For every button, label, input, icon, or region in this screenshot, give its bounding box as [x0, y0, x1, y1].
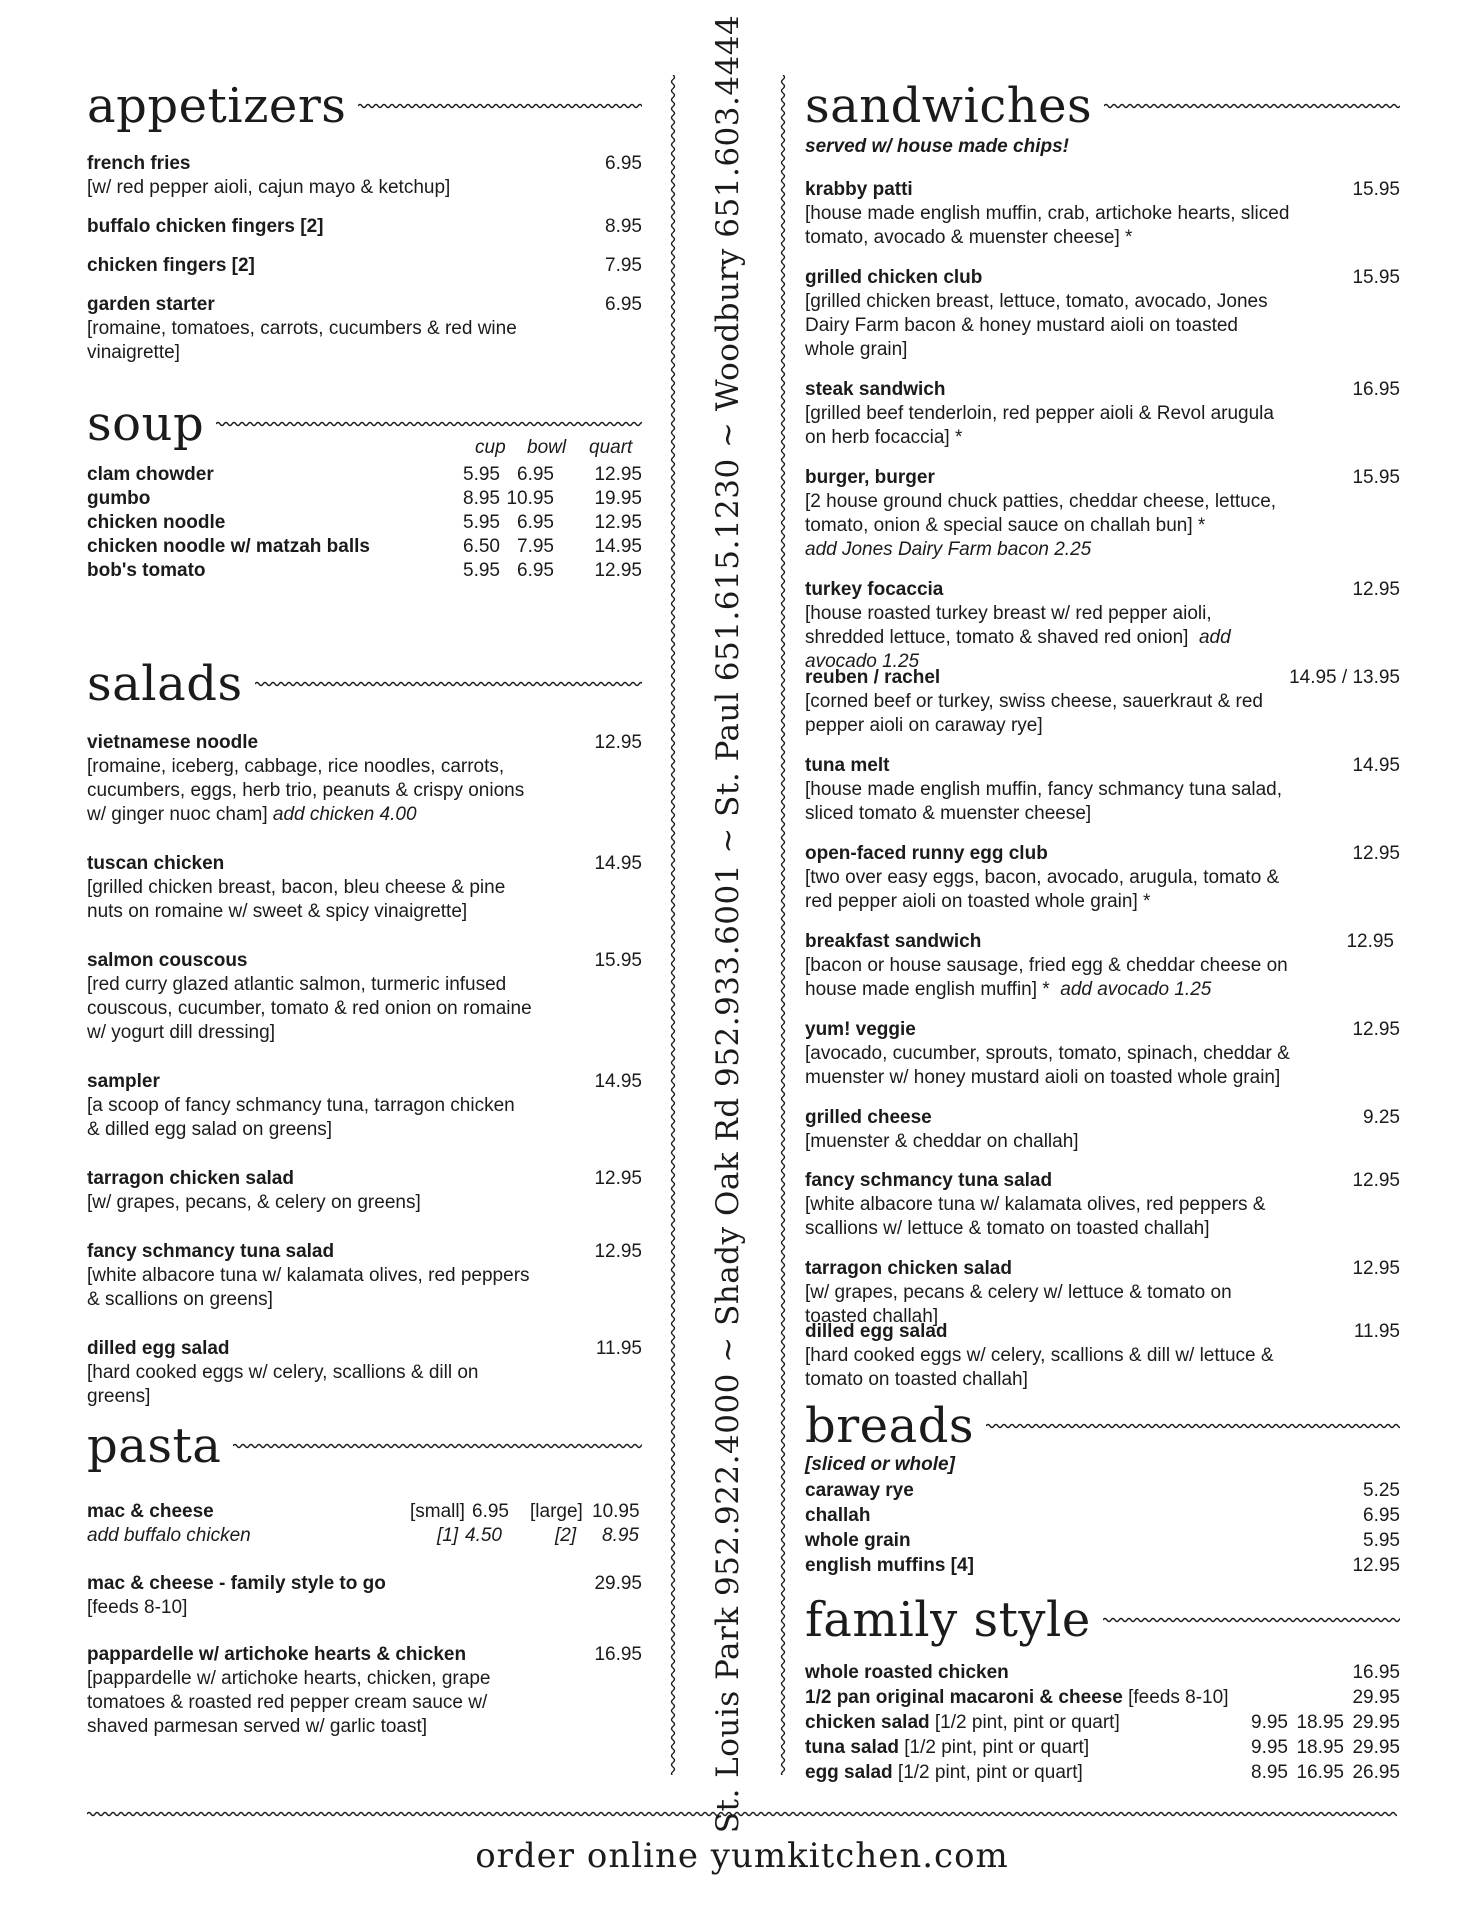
item-name: 1/2 pan original macaroni & cheese [805, 1687, 1123, 1708]
soup-name: gumbo [87, 488, 151, 509]
item-price: 11.95 [595, 1338, 642, 1359]
item-name: garden starter [87, 294, 215, 315]
half-pint-price: 9.95 [1251, 1712, 1288, 1733]
cup-header: cup [475, 437, 506, 458]
item-price: 14.95 [1352, 755, 1400, 776]
item-price: 6.95 [605, 294, 642, 315]
item-name: caraway rye [805, 1480, 914, 1501]
item-name: steak sandwich [805, 379, 946, 400]
soup-table [87, 437, 642, 583]
bowl-header: bowl [527, 437, 567, 458]
item-description: [white albacore tuna w/ kalamata olives, red peppers & scallions on greens] [87, 1265, 530, 1310]
section-title: family style [805, 1592, 1091, 1648]
menu-item [87, 152, 642, 200]
item-description: [romaine, tomatoes, carrots, cucumbers & red wine vinaigrette] [87, 318, 517, 363]
wave-divider [986, 1420, 1400, 1432]
item-price: 12.95 [594, 732, 642, 753]
section-title: salads [87, 656, 243, 712]
quart-price: 19.95 [594, 488, 642, 509]
item-description: [1/2 pint, pint or quart] [929, 1712, 1120, 1733]
small-label: [small] [410, 1501, 465, 1522]
item-name: mac & cheese - family style to go [87, 1573, 386, 1594]
quart-price: 12.95 [594, 512, 642, 533]
half-pint-price: 8.95 [1251, 1762, 1288, 1783]
item-name: tarragon chicken salad [805, 1258, 1012, 1279]
menu-item [87, 293, 642, 365]
section-title: soup [87, 396, 205, 452]
item-name: burger, burger [805, 467, 935, 488]
item-addon: add chicken 4.00 [272, 804, 417, 825]
item-addon: add avocado 1.25 [1060, 979, 1212, 1000]
family-style-section [805, 1592, 1400, 1785]
menu-item [87, 1070, 642, 1142]
family-item [805, 1735, 1400, 1760]
item-description: [two over easy eggs, bacon, avocado, arugula, tomato & red pepper aioli on toasted whole grain] * [805, 867, 1280, 912]
item-name: breakfast sandwich [805, 931, 982, 952]
wave-line [216, 423, 642, 426]
item-description: [corned beef or turkey, swiss cheese, sauerkraut & red pepper aioli on caraway rye] [805, 691, 1263, 736]
menu-item [805, 1169, 1400, 1241]
menu-item [87, 1240, 642, 1312]
sandwiches-section [805, 78, 1400, 158]
sandwiches-heading [805, 78, 1400, 134]
item-name: english muffins [4] [805, 1555, 974, 1576]
item-name: french fries [87, 153, 191, 174]
item-description: [1/2 pint, pint or quart] [898, 1737, 1090, 1758]
item-price: 15.95 [1352, 467, 1400, 488]
bread-item [805, 1528, 1400, 1553]
cup-price: 5.95 [463, 464, 500, 485]
add-buffalo-chicken-label: add buffalo chicken [87, 1525, 251, 1546]
item-price: 12.95 [594, 1241, 642, 1262]
wave-divider [216, 418, 642, 430]
menu-item [87, 1572, 642, 1620]
item-price: 29.95 [594, 1573, 642, 1594]
menu-item [805, 930, 1400, 1002]
breads-heading [805, 1398, 1400, 1454]
menu-item [805, 466, 1400, 562]
menu-item [87, 215, 642, 239]
menu-item [87, 1337, 642, 1409]
wave-line [233, 1445, 642, 1448]
item-name: grilled cheese [805, 1107, 932, 1128]
half-pint-price: 9.95 [1251, 1737, 1288, 1758]
large-price: 10.95 [592, 1501, 640, 1522]
quart-price: 12.95 [594, 464, 642, 485]
add-small-price: 4.50 [465, 1525, 502, 1546]
section-title: sandwiches [805, 78, 1093, 134]
item-price: 15.95 [1352, 179, 1400, 200]
left-column [87, 0, 642, 1800]
quart-price: 29.95 [1352, 1712, 1400, 1733]
item-price: 15.95 [1352, 267, 1400, 288]
pint-price: 16.95 [1296, 1762, 1344, 1783]
cup-price: 6.50 [463, 536, 500, 557]
breads-subtitle: [sliced or whole] [805, 1454, 955, 1475]
item-name: pappardelle w/ artichoke hearts & chicken [87, 1644, 467, 1665]
soup-row [87, 535, 642, 559]
left-vertical-wave [672, 75, 675, 1775]
salads-heading [87, 656, 642, 712]
item-name: tuna salad [805, 1737, 899, 1758]
family-style-heading [805, 1592, 1400, 1648]
item-name: egg salad [805, 1762, 893, 1783]
item-price: 12.95 [594, 1168, 642, 1189]
menu-item [805, 754, 1400, 826]
item-description: [feeds 8-10] [87, 1597, 188, 1618]
family-item [805, 1685, 1400, 1710]
breads-section [805, 1398, 1400, 1578]
item-name: buffalo chicken fingers [2] [87, 216, 324, 237]
item-name: tuscan chicken [87, 853, 225, 874]
item-description: [bacon or house sausage, fried egg & cheddar cheese on house made english muffin] * add avocado 1.25 [805, 955, 1288, 1000]
soup-name: bob's tomato [87, 560, 206, 581]
item-price: 12.95 [1352, 579, 1400, 600]
menu-item [87, 254, 642, 278]
item-description: [w/ grapes, pecans & celery w/ lettuce & tomato on toasted challah] [805, 1282, 1232, 1327]
item-description: [grilled chicken breast, lettuce, tomato, avocado, Jones Dairy Farm bacon & honey mustard aioli on toasted whole grain] [805, 291, 1268, 360]
item-name: yum! veggie [805, 1019, 916, 1040]
section-title: pasta [87, 1418, 222, 1474]
pint-price: 18.95 [1296, 1737, 1344, 1758]
sandwiches-subtitle: served w/ house made chips! [805, 136, 1069, 157]
order-online-footer: order online yumkitchen.com [475, 1836, 1009, 1876]
menu-item [805, 1106, 1400, 1154]
item-description: [feeds 8-10] [1122, 1687, 1229, 1708]
soup-row [87, 559, 642, 583]
item-name: whole grain [805, 1530, 911, 1551]
item-description: [grilled chicken breast, bacon, bleu cheese & pine nuts on romaine w/ sweet & spicy vinaigrette] [87, 877, 506, 922]
item-price: 8.95 [605, 216, 642, 237]
soup-name: chicken noodle [87, 512, 226, 533]
family-item [805, 1710, 1400, 1735]
item-name: chicken salad [805, 1712, 930, 1733]
menu-item [87, 949, 642, 1045]
item-price: 5.95 [1363, 1530, 1400, 1551]
bowl-price: 6.95 [517, 464, 554, 485]
menu-item [805, 578, 1400, 674]
item-price: 12.95 [1352, 1170, 1400, 1191]
quart-price: 26.95 [1352, 1762, 1400, 1783]
menu-item [805, 378, 1400, 450]
bowl-price: 10.95 [506, 488, 554, 509]
quart-header: quart [589, 437, 633, 458]
bottom-wave-divider [87, 1808, 1397, 1820]
wave-line [358, 105, 642, 108]
wave-divider [255, 678, 642, 690]
menu-item [805, 666, 1400, 738]
cup-price: 5.95 [463, 512, 500, 533]
item-name: mac & cheese [87, 1501, 214, 1522]
bread-item [805, 1553, 1400, 1578]
wave-divider [1103, 1614, 1400, 1626]
item-price: 12.95 [1352, 1555, 1400, 1576]
add-small-count: [1] [437, 1525, 459, 1546]
menu-item [805, 1320, 1400, 1392]
family-item [805, 1660, 1400, 1685]
item-description: [house made english muffin, fancy schmancy tuna salad, sliced tomato & muenster cheese] [805, 779, 1283, 824]
soup-column-headers [87, 437, 642, 463]
pasta-heading [87, 1418, 642, 1474]
small-price: 6.95 [472, 1501, 509, 1522]
menu-item [87, 852, 642, 924]
item-name: turkey focaccia [805, 579, 944, 600]
pint-price: 18.95 [1296, 1712, 1344, 1733]
item-description: [a scoop of fancy schmancy tuna, tarragon chicken & dilled egg salad on greens] [87, 1095, 515, 1140]
item-name: grilled chicken club [805, 267, 983, 288]
item-name: tuna melt [805, 755, 890, 776]
soup-name: clam chowder [87, 464, 214, 485]
item-name: vietnamese noodle [87, 732, 259, 753]
item-name: krabby patti [805, 179, 913, 200]
cup-price: 5.95 [463, 560, 500, 581]
large-label: [large] [530, 1501, 583, 1522]
locations-phone-numbers: St. Louis Park 952.922.4000 ~ Shady Oak Rd 952.933.6001 ~ St. Paul 651.615.1230 ~ Woodbury 651.603.4444 [710, 14, 746, 1834]
item-description: [w/ grapes, pecans, & celery on greens] [87, 1192, 421, 1213]
menu-item [87, 1167, 642, 1215]
item-price: 12.95 [1352, 1019, 1400, 1040]
wave-line [1103, 1619, 1400, 1622]
item-description: [hard cooked eggs w/ celery, scallions & dill w/ lettuce & tomato on toasted challah] [805, 1345, 1274, 1390]
menu-item [87, 1643, 642, 1739]
bowl-price: 6.95 [517, 560, 554, 581]
wave-line [986, 1425, 1400, 1428]
item-description: [house roasted turkey breast w/ red pepper aioli, shredded lettuce, tomato & shaved red onion] add avocado 1.25 [805, 603, 1231, 672]
salads-section [87, 656, 642, 712]
item-description: [1/2 pint, pint or quart] [892, 1762, 1083, 1783]
item-name: salmon couscous [87, 950, 248, 971]
item-price: 5.25 [1363, 1480, 1400, 1501]
family-item [805, 1760, 1400, 1785]
item-name: fancy schmancy tuna salad [87, 1241, 335, 1262]
item-price: 12.95 [1352, 843, 1400, 864]
item-description: [red curry glazed atlantic salmon, turmeric infused couscous, cucumber, tomato & red onion on romaine w/ yogurt dill dressing] [87, 974, 532, 1043]
item-price: 7.95 [605, 255, 642, 276]
item-addon: add Jones Dairy Farm bacon 2.25 [805, 539, 1092, 560]
quart-price: 14.95 [594, 536, 642, 557]
item-name: whole roasted chicken [805, 1662, 1009, 1683]
item-price: 12.95 [1346, 931, 1394, 952]
item-price: 16.95 [1352, 379, 1400, 400]
soup-row [87, 511, 642, 535]
menu-item [805, 842, 1400, 914]
item-price: 6.95 [605, 153, 642, 174]
soup-row [87, 487, 642, 511]
item-price: 6.95 [1363, 1505, 1400, 1526]
item-price: 15.95 [594, 950, 642, 971]
bread-item [805, 1503, 1400, 1528]
item-description: [w/ red pepper aioli, cajun mayo & ketchup] [87, 177, 451, 198]
item-description: [pappardelle w/ artichoke hearts, chicken, grape tomatoes & roasted red pepper cream sauce w/ shaved parmesan served w/ garlic toast] [87, 1668, 491, 1737]
item-description: [muenster & cheddar on challah] [805, 1131, 1079, 1152]
soup-row [87, 463, 642, 487]
right-column [805, 0, 1400, 1800]
item-name: dilled egg salad [87, 1338, 230, 1359]
menu-item [805, 1018, 1400, 1090]
wave-line [87, 1813, 1397, 1816]
item-name: chicken fingers [2] [87, 255, 255, 276]
item-name: sampler [87, 1071, 160, 1092]
item-price: 14.95 [594, 1071, 642, 1092]
bowl-price: 7.95 [517, 536, 554, 557]
soup-name: chicken noodle w/ matzah balls [87, 536, 370, 557]
mac-and-cheese-item [87, 1500, 642, 1548]
item-description: [grilled beef tenderloin, red pepper aioli & Revol arugula on herb focaccia] * [805, 403, 1274, 448]
item-addon: add avocado 1.25 [805, 627, 1231, 672]
wave-divider [233, 1440, 642, 1452]
section-title: appetizers [87, 78, 347, 134]
section-title: breads [805, 1398, 975, 1454]
item-name: tarragon chicken salad [87, 1168, 294, 1189]
menu-item [805, 266, 1400, 362]
bowl-price: 6.95 [517, 512, 554, 533]
item-price: 16.95 [594, 1644, 642, 1665]
cup-price: 8.95 [463, 488, 500, 509]
quart-price: 12.95 [594, 560, 642, 581]
item-price: 12.95 [1352, 1258, 1400, 1279]
item-name: challah [805, 1505, 871, 1526]
bread-item [805, 1478, 1400, 1503]
wave-line [1104, 105, 1400, 108]
menu-item [87, 731, 642, 827]
item-description: [romaine, iceberg, cabbage, rice noodles, carrots, cucumbers, eggs, herb trio, peanuts & crispy onions w/ ginger nuoc cham] add chicken 4.00 [87, 756, 525, 825]
quart-price: 29.95 [1352, 1737, 1400, 1758]
item-name: fancy schmancy tuna salad [805, 1170, 1053, 1191]
item-name: dilled egg salad [805, 1321, 948, 1342]
appetizers-heading [87, 78, 642, 134]
item-description: [2 house ground chuck patties, cheddar cheese, lettuce, tomato, onion & special sauce on challah bun] * [805, 491, 1277, 536]
item-name: reuben / rachel [805, 667, 941, 688]
wave-divider [358, 100, 642, 112]
item-price: 29.95 [1352, 1687, 1400, 1708]
item-price: 14.95 [594, 853, 642, 874]
item-price: 11.95 [1353, 1321, 1400, 1342]
item-description: [hard cooked eggs w/ celery, scallions & dill on greens] [87, 1362, 479, 1407]
menu-item [805, 1257, 1400, 1329]
item-price: 14.95 / 13.95 [1289, 667, 1400, 688]
wave-line [255, 683, 642, 686]
right-vertical-wave [782, 75, 785, 1775]
item-name: open-faced runny egg club [805, 843, 1048, 864]
wave-divider [1104, 100, 1400, 112]
menu-item [805, 178, 1400, 250]
item-price: 16.95 [1352, 1662, 1400, 1683]
pasta-section [87, 1418, 642, 1474]
item-description: [white albacore tuna w/ kalamata olives, red peppers & scallions w/ lettuce & tomato on toasted challah] [805, 1194, 1266, 1239]
appetizers-section [87, 78, 642, 134]
add-large-count: [2] [555, 1525, 577, 1546]
item-description: [house made english muffin, crab, artichoke hearts, sliced tomato, avocado & muenster cheese] * [805, 203, 1290, 248]
item-description: [avocado, cucumber, sprouts, tomato, spinach, cheddar & muenster w/ honey mustard aioli on toasted whole grain] [805, 1043, 1290, 1088]
add-large-price: 8.95 [602, 1525, 639, 1546]
item-price: 9.25 [1363, 1107, 1400, 1128]
